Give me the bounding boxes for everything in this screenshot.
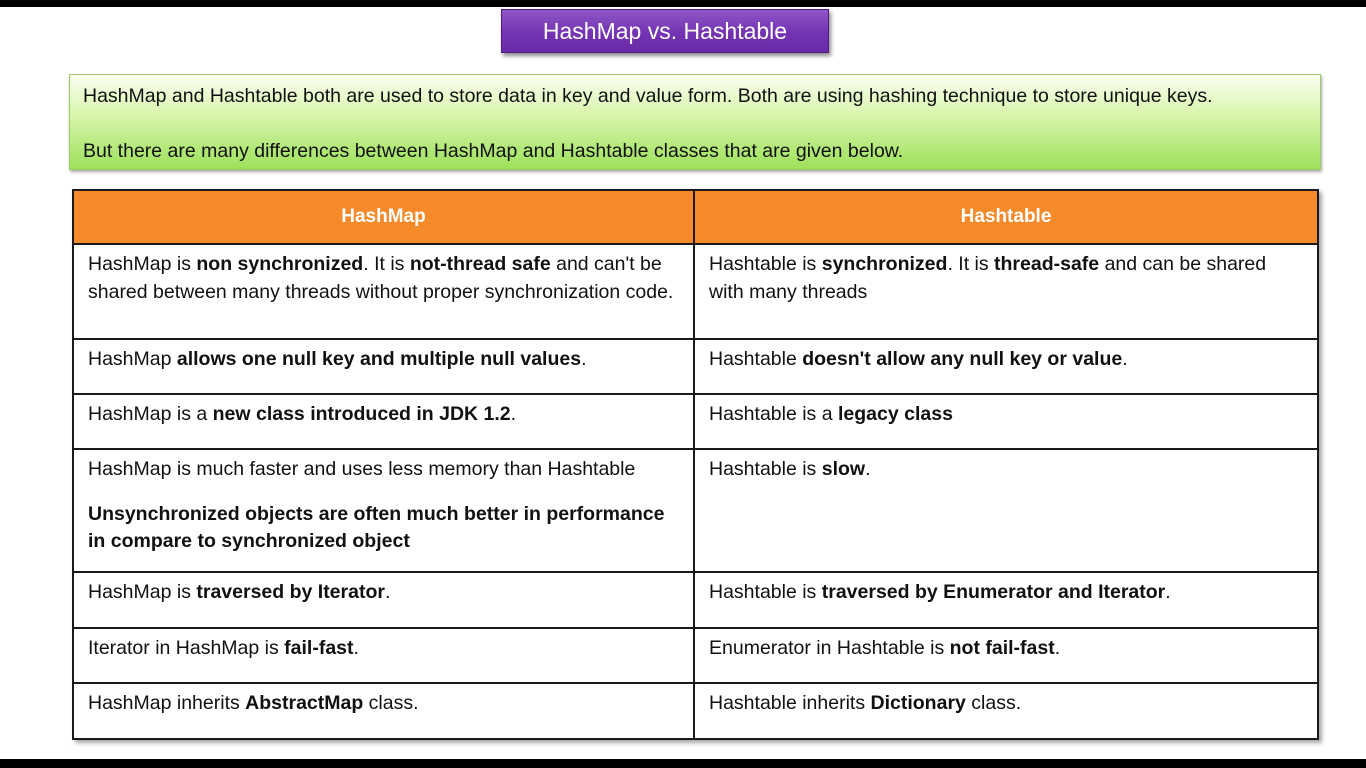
intro-line-1: HashMap and Hashtable both are used to store data in key and value form. Both are using hashing technique to store unique keys. xyxy=(83,85,1213,107)
hashmap-cell: HashMap is non synchronized. It is not-thread safe and can't be shared between many threads without proper synchronization code. xyxy=(73,244,694,339)
hashtable-cell: Hashtable is synchronized. It is thread-safe and can be shared with many threads xyxy=(694,244,1318,339)
table-row xyxy=(73,394,1318,449)
intro-box xyxy=(69,74,1321,170)
slide xyxy=(0,7,1366,759)
table-row xyxy=(73,339,1318,394)
table-row xyxy=(73,449,1318,572)
performance-note: Unsynchronized objects are often much better in performance in compare to synchronized object xyxy=(88,502,665,552)
hashmap-cell: HashMap is a new class introduced in JDK 1.2. xyxy=(73,394,694,449)
hashtable-cell: Hashtable is slow. xyxy=(694,449,1318,572)
hashtable-cell: Hashtable is traversed by Enumerator and Iterator. xyxy=(694,572,1318,628)
table-row xyxy=(73,572,1318,628)
table-row xyxy=(73,683,1318,739)
hashtable-cell: Hashtable doesn't allow any null key or value. xyxy=(694,339,1318,394)
table-header-row xyxy=(73,190,1318,244)
header-hashmap: HashMap xyxy=(73,190,694,244)
hashmap-cell: HashMap inherits AbstractMap class. xyxy=(73,683,694,739)
hashmap-cell: HashMap is much faster and uses less memory than Hashtable Unsynchronized objects are often much better in performance in compare to synchronized object xyxy=(73,449,694,572)
hashtable-cell: Hashtable is a legacy class xyxy=(694,394,1318,449)
table-row xyxy=(73,244,1318,339)
header-hashtable: Hashtable xyxy=(694,190,1318,244)
hashmap-cell: HashMap is traversed by Iterator. xyxy=(73,572,694,628)
table-row xyxy=(73,628,1318,683)
hashtable-cell: Enumerator in Hashtable is not fail-fast. xyxy=(694,628,1318,683)
slide-title: HashMap vs. Hashtable xyxy=(501,9,829,53)
hashmap-cell: HashMap allows one null key and multiple null values. xyxy=(73,339,694,394)
hashtable-cell: Hashtable inherits Dictionary class. xyxy=(694,683,1318,739)
comparison-table xyxy=(72,189,1319,740)
hashmap-cell: Iterator in HashMap is fail-fast. xyxy=(73,628,694,683)
intro-line-2: But there are many differences between HashMap and Hashtable classes that are given below. xyxy=(83,140,904,162)
